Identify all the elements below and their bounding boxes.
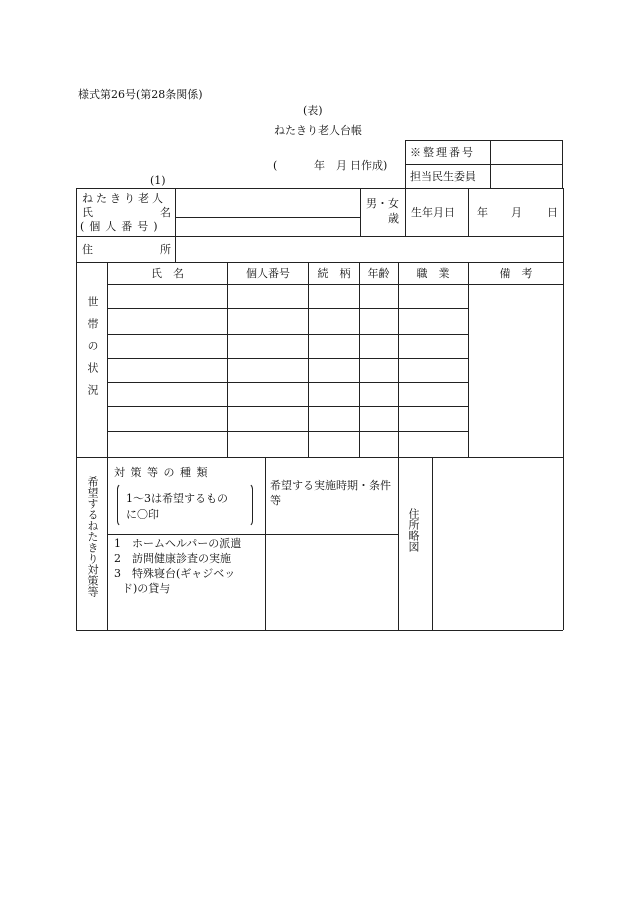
col-header-kojin: 個人番号 (246, 267, 290, 280)
col-header-relation: 続 柄 (317, 267, 351, 280)
household-row[interactable] (108, 383, 468, 406)
date-year-label: 年 (314, 159, 325, 172)
col-header-occupation: 職 業 (416, 267, 450, 280)
minsei-committee-label: 担当民生委員 (410, 170, 476, 183)
measure-item-3: 3 特殊寝台(ギャジベッ (114, 567, 236, 580)
household-row[interactable] (108, 359, 468, 382)
household-row[interactable] (108, 309, 468, 334)
timing-cell-upper[interactable] (266, 500, 397, 533)
timing-cell-lower[interactable] (266, 535, 397, 629)
household-row[interactable] (108, 407, 468, 431)
seiri-number-value[interactable] (495, 146, 557, 159)
seiri-number-label: ※整理番号 (410, 146, 475, 159)
birth-month-label: 月 (511, 206, 522, 219)
side-label: (表) (303, 104, 323, 117)
desired-side-label: 希望するねたきり対策等 (86, 476, 99, 597)
person-label-mei: 名 (160, 206, 171, 219)
address-label-2: 所 (160, 243, 171, 256)
date-day-created-label: 日作成) (350, 159, 388, 172)
address-value[interactable] (180, 243, 555, 256)
birth-year-label: 年 (477, 206, 488, 219)
sex-label: 男・女 (366, 197, 399, 210)
remarks-cell[interactable] (469, 285, 562, 457)
age-suffix: 歳 (388, 212, 399, 225)
measure-item-2: 2 訪問健康診査の実施 (114, 552, 231, 565)
person-label-kojin: (個人番号) (80, 220, 163, 233)
household-side-label: 世帯の状況 (86, 296, 99, 406)
measures-type-header: 対 策 等 の 種 類 (114, 466, 209, 479)
bracket-note-line1: 1～3は希望するもの (126, 492, 228, 505)
person-name-value[interactable] (180, 196, 355, 209)
birth-day-label: 日 (547, 206, 558, 219)
address-map-area[interactable] (433, 458, 562, 629)
measure-item-3-cont: ド)の貸与 (122, 582, 171, 595)
col-header-name: 氏 名 (151, 267, 184, 280)
page-title: ねたきり老人台帳 (274, 124, 362, 137)
date-month-label: 月 (336, 159, 347, 172)
person-kojin-value[interactable] (180, 221, 355, 234)
birth-date-label: 生年月日 (411, 206, 455, 219)
address-map-label: 住所略図 (407, 508, 420, 552)
col-header-remarks: 備 考 (499, 267, 533, 280)
bracket-note-line2: に〇印 (126, 508, 159, 521)
household-row[interactable] (108, 335, 468, 358)
date-paren-open: ( (273, 159, 278, 172)
col-header-age: 年齢 (367, 267, 390, 280)
household-row[interactable] (108, 285, 468, 308)
minsei-committee-value[interactable] (495, 170, 557, 183)
household-row[interactable] (108, 432, 468, 457)
address-label: 住 (82, 243, 93, 256)
timing-header: 希望する実施時期・条件等 (270, 479, 391, 507)
person-label-shi: 氏 (82, 206, 93, 219)
section-number: (1) (150, 174, 166, 187)
measure-item-1: 1 ホームヘルパーの派遣 (114, 537, 242, 550)
form-reference: 様式第26号(第28条関係) (78, 88, 203, 101)
person-label-line1: ねたきり老人 (82, 192, 166, 205)
